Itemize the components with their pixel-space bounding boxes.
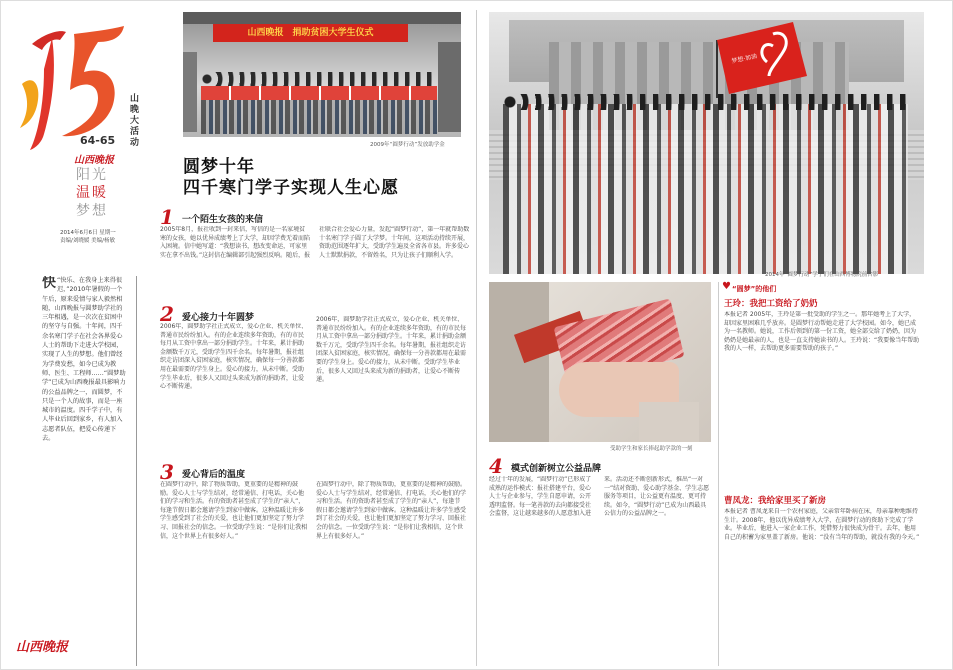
profile-2-title: 曹凤龙：我给家里买了新房 [724, 496, 827, 506]
section-4-title: 模式创新树立公益品牌 [511, 464, 602, 474]
section-3-number: 3 [160, 460, 174, 484]
sidebar-divider [718, 282, 719, 666]
column-divider [136, 276, 137, 666]
section-2-text: 2006年，圆梦助学社正式成立，爱心企业、机关单位、普通市民纷纷加入。有的企业连续多年资助，有的市民每月从工资中拿出一部分捐助学生。十年来，累计捐助金额数千万元，受助学生四千余名。每年暑期，报社组织走访团深入贫困家庭，核实情况，确保每一分善款都用在最需要的学生身上。爱心的接力，从未中断。受助学生毕业后，很多人又回过头来成为新的捐助者，让爱心不断传递。 [160, 323, 308, 391]
section-1-title: 一个陌生女孩的来信 [182, 215, 264, 225]
money-photo [489, 282, 711, 442]
profile-1-title: 王玲：我把工资给了奶奶 [724, 299, 818, 309]
graduates-group-photo [489, 12, 924, 274]
section-2-title: 爱心接力十年圆梦 [182, 313, 255, 323]
red-flag [713, 20, 809, 98]
motto-warmth: 温暖 [76, 185, 108, 201]
intro-text-block [42, 276, 128, 636]
section-3-title: 爱心背后的温度 [182, 470, 246, 480]
headline-line-2: 四千寒门学子实现人生心愿 [183, 178, 399, 198]
spread-divider [476, 10, 477, 666]
top-photo-caption: 2009年“圆梦行动”发放助学金 [370, 142, 445, 148]
section-2-continued-text: 2006年，圆梦助学社正式成立，爱心企业、机关单位、普通市民纷纷加入。有的企业连续多年资助，有的市民每月从工资中拿出一部分捐助学生。十年来，累计捐助金额数千万元，受助学生四千余名。每年暑期，报社组织走访团深入贫困家庭，核实情况，确保每一分善款都用在最需要的学生身上。爱心的接力，从未中断。受助学生毕业后，很多人又回过头来成为新的捐助者，让爱心不断传递。 [316, 316, 466, 384]
section-1-text: 2005年8月，报社收到一封来信，写信的是一名家境贫寒的女孩，她以优异成绩考上了大学，却因学费无着而陷入困境。信中她写道：“我想读书，想改变命运，可家里实在拿不出钱。”这封信在编辑部引起强烈反响。随后，报社联合社会爱心力量，发起“圆梦行动”，第一年就帮助数十名寒门学子圆了大学梦。十年间，这项活动持续开展，资助范围逐年扩大，受助学生遍及全省各市县。许多爱心人士默默捐款，不留姓名，只为让孩子们顺利入学。 [160, 226, 470, 259]
graduates-photo-caption: 2014年“圆梦行动”学子们在山西博物院前合影 [765, 272, 879, 278]
section-4-text: 经过十年的发展，“圆梦行动”已形成了成熟的运作模式：报社搭建平台，爱心人士与企业参与，学生自愿申请，公开透明监督。每一笔善款的去向都接受社会监督，这让越来越多的人愿意加入进来。活动还不断创新形式，推出“一对一”结对资助、爱心助学基金、学生志愿服务等项目，让公益更有温度、更可持续。如今，“圆梦行动”已成为山西最具公信力的公益品牌之一。 [489, 476, 710, 518]
money-photo-caption: 受助学生和家长捧起助学款的一刻 [610, 446, 693, 452]
paper-name-logo: 山西晚报 [74, 155, 114, 166]
section-3-continued-text: 在圆梦行动中，除了物质帮助，更重要的是精神的鼓励。爱心人士与学生结对，经常通信、打电话，关心他们的学习和生活。有的资助者甚至成了学生的“亲人”，每逢节假日都会邀请学生到家中做客。这种温暖让许多学生感受到了社会的关爱，也让他们更加坚定了努力学习、回报社会的信念。一位受助学生说：“是你们让我相信，这个世界上有很多好人。” [316, 481, 466, 540]
intro-dropcap: 快 [42, 276, 56, 291]
section-3-text: 在圆梦行动中，除了物质帮助，更重要的是精神的鼓励。爱心人士与学生结对，经常通信、打电话，关心他们的学习和生活。有的资助者甚至成了学生的“亲人”，每逢节假日都会邀请学生到家中做客。这种温暖让许多学生感受到了社会的关爱，也让他们更加坚定了努力学习、回报社会的信念。一位受助学生说：“是你们让我相信，这个世界上有很多好人。” [160, 481, 308, 540]
top-group-photo [183, 12, 461, 137]
footer-logo: 山西晚报 [16, 640, 69, 655]
profile-1-text: 本报记者 2005年，王玲是第一批受助的学生之一。那年她考上了大学，却因家里困难几乎放弃。是圆梦行动帮她走进了大学校园。如今，她已成为一名教师。她说，工作后领到的第一份工资，她全部交给了奶奶，因为奶奶是她最亲的人，也是一直支持她读书的人。王玲说：“我要像当年帮助我的人一样，去帮助更多需要帮助的孩子。” [724, 311, 920, 353]
flag-text: 梦想·加油 [730, 52, 758, 66]
headline-line-1: 圆梦十年 [183, 157, 255, 177]
page-numbers: 64-65 [80, 134, 116, 147]
masthead-area [14, 14, 154, 244]
event-title: 山晚大活动 [130, 94, 140, 148]
motto-sunshine: 阳光 [76, 167, 108, 183]
section-2-number: 2 [160, 302, 174, 326]
date-line: 2014年6月6日 星期一 [60, 230, 116, 236]
profile-2-text: 本报记者 曹凤龙来自一个农村家庭，父亲常年卧病在床，母亲靠种地维持生计。2008年，他以优异成绩考入大学，在圆梦行动的资助下完成了学业。毕业后，他进入一家企业工作，凭借努力很快成为骨干。去年，他用自己的积蓄为家里盖了新房。他说：“没有当年的帮助，就没有我的今天。” [724, 508, 920, 541]
editor-line: 责编/刘晓媛 美编/杨敏 [60, 238, 115, 244]
intro-text: “快乐、在我身上来得很迟，”2010年暑假的一个午后，原来爱情与家人毅然相随，山西晚报与圆梦助学社的三年相遇，是一次次在贫困中的坚守与自强。十年间，四千余名寒门学子在社会各界爱心人士的帮助下走进大学校园，实现了人生的梦想。他们曾经为学费发愁，如今已成为教师、医生、工程师……“圆梦助学”已成为山西晚报最具影响力的公益品牌之一，而圆梦，不只是一个人的故事，而是一座城市的温度。四千学子中，有人毕业后回到家乡，有人加入志愿者队伍，把爱心传递下去。 [42, 277, 126, 443]
number-15-logo [14, 24, 134, 154]
sidebar-label: “圆梦”的他们 [732, 285, 777, 293]
section-4-number: 4 [489, 454, 503, 478]
motto-dream: 梦想 [76, 203, 108, 219]
sidebar-heart-icon: ♥ [722, 281, 731, 292]
top-banner: 山西晚报 捐助贫困大学生仪式 [213, 24, 408, 42]
section-1-number: 1 [160, 205, 174, 229]
